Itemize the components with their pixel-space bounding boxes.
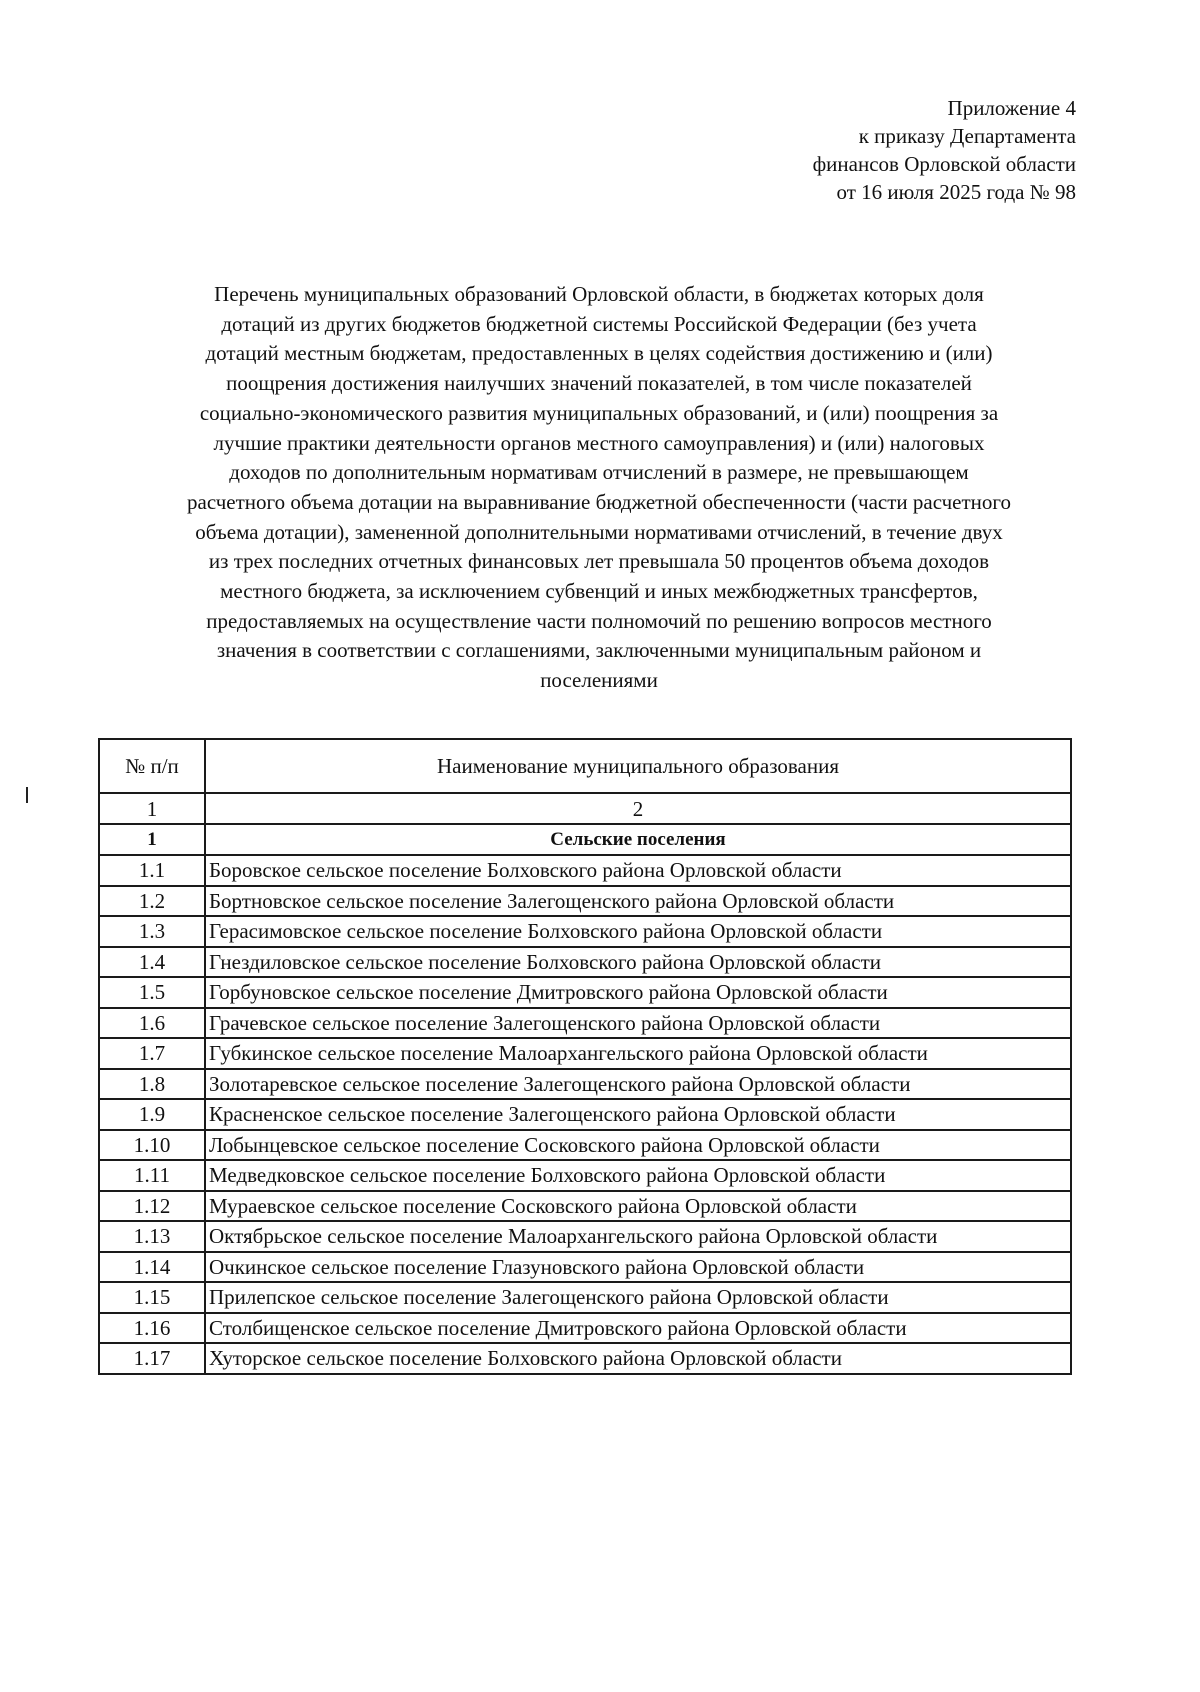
row-name: Красненское сельское поселение Залегощенского района Орловской области — [205, 1099, 1071, 1130]
row-name: Мураевское сельское поселение Сосковского района Орловской области — [205, 1191, 1071, 1222]
table-row — [99, 855, 1071, 886]
title-line: поселениями — [540, 668, 658, 693]
title-line: предоставляемых на осуществление части полномочий по решению вопросов местного — [206, 608, 992, 633]
row-num: 1.6 — [99, 1008, 205, 1039]
document-title — [104, 280, 1094, 696]
title-line: социально-экономического развития муниципальных образований, и (или) поощрения за — [199, 400, 999, 425]
municipalities-table — [98, 738, 1072, 1375]
table-row — [99, 1343, 1071, 1374]
title-line: значения в соответствии с соглашениями, заключенными муниципальным районом и — [216, 638, 982, 663]
table-row — [99, 1191, 1071, 1222]
table-row — [99, 916, 1071, 947]
table-row — [99, 977, 1071, 1008]
table-row — [99, 1069, 1071, 1100]
header-name: Наименование муниципального образования — [205, 739, 1071, 793]
row-num: 1.13 — [99, 1221, 205, 1252]
approval-line-order: к приказу Департамента — [858, 124, 1076, 148]
margin-mark — [26, 787, 28, 803]
title-line: из трех последних отчетных финансовых лет превышала 50 процентов объема доходов — [208, 549, 990, 574]
row-num: 1.8 — [99, 1069, 205, 1100]
row-name: Гнездиловское сельское поселение Болховского района Орловской области — [205, 947, 1071, 978]
title-line: объема дотации), замененной дополнительными нормативами отчислений, в течение двух — [195, 519, 1003, 544]
table-row — [99, 1099, 1071, 1130]
row-name: Губкинское сельское поселение Малоархангельского района Орловской области — [205, 1038, 1071, 1069]
row-name: Боровское сельское поселение Болховского района Орловской области — [205, 855, 1071, 886]
approval-line-appendix: Приложение 4 — [947, 96, 1076, 120]
row-name: Октябрьское сельское поселение Малоархангельского района Орловской области — [205, 1221, 1071, 1252]
table-row — [99, 1252, 1071, 1283]
row-name: Грачевское сельское поселение Залегощенского района Орловской области — [205, 1008, 1071, 1039]
approval-block — [813, 94, 1076, 206]
row-name: Бортновское сельское поселение Залегощенского района Орловской области — [205, 886, 1071, 917]
row-num: 1.15 — [99, 1282, 205, 1313]
row-name: Горбуновское сельское поселение Дмитровского района Орловской области — [205, 977, 1071, 1008]
row-name: Герасимовское сельское поселение Болховского района Орловской области — [205, 916, 1071, 947]
row-name: Лобынцевское сельское поселение Сосковского района Орловской области — [205, 1130, 1071, 1161]
row-num: 1.11 — [99, 1160, 205, 1191]
title-line: доходов по дополнительным нормативам отчислений в размере, не превышающем — [229, 460, 969, 485]
row-num: 1.4 — [99, 947, 205, 978]
table-row — [99, 1313, 1071, 1344]
row-num: 1.14 — [99, 1252, 205, 1283]
row-num: 1.17 — [99, 1343, 205, 1374]
approval-line-department: финансов Орловской области — [812, 152, 1076, 176]
table-header-row — [99, 739, 1071, 793]
row-num: 1.10 — [99, 1130, 205, 1161]
row-num: 1.3 — [99, 916, 205, 947]
table-row — [99, 1160, 1071, 1191]
row-name: Медведковское сельское поселение Болховского района Орловской области — [205, 1160, 1071, 1191]
title-line: дотаций местным бюджетам, предоставленных в целях содействия достижению и (или) — [205, 341, 993, 366]
table-row — [99, 1008, 1071, 1039]
column-index-row — [99, 793, 1071, 824]
row-num: 1.5 — [99, 977, 205, 1008]
table-row — [99, 1130, 1071, 1161]
table-row — [99, 947, 1071, 978]
row-num: 1.9 — [99, 1099, 205, 1130]
row-name: Столбищенское сельское поселение Дмитровского района Орловской области — [205, 1313, 1071, 1344]
column-index-num: 1 — [99, 793, 205, 824]
row-name: Очкинское сельское поселение Глазуновского района Орловской области — [205, 1252, 1071, 1283]
title-line: местного бюджета, за исключением субвенций и иных межбюджетных трансфертов, — [220, 579, 978, 604]
section-num: 1 — [99, 824, 205, 855]
title-line: дотаций из других бюджетов бюджетной системы Российской Федерации (без учета — [221, 311, 977, 336]
title-line: поощрения достижения наилучших значений показателей, в том числе показателей — [226, 371, 972, 396]
section-name: Сельские поселения — [205, 824, 1071, 855]
row-num: 1.2 — [99, 886, 205, 917]
row-num: 1.16 — [99, 1313, 205, 1344]
title-line: лучшие практики деятельности органов местного самоуправления) и (или) налоговых — [213, 430, 985, 455]
column-index-name: 2 — [205, 793, 1071, 824]
header-num: № п/п — [99, 739, 205, 793]
row-name: Золотаревское сельское поселение Залегощенского района Орловской области — [205, 1069, 1071, 1100]
title-line: Перечень муниципальных образований Орловской области, в бюджетах которых доля — [214, 282, 984, 306]
table-row — [99, 1221, 1071, 1252]
title-line: расчетного объема дотации на выравнивание бюджетной обеспеченности (части расчетного — [187, 489, 1011, 514]
row-num: 1.1 — [99, 855, 205, 886]
row-name: Прилепское сельское поселение Залегощенского района Орловской области — [205, 1282, 1071, 1313]
row-num: 1.7 — [99, 1038, 205, 1069]
table-row — [99, 1282, 1071, 1313]
section-row — [99, 824, 1071, 855]
approval-line-date: от 16 июля 2025 года № 98 — [836, 180, 1076, 204]
row-name: Хуторское сельское поселение Болховского района Орловской области — [205, 1343, 1071, 1374]
table-row — [99, 1038, 1071, 1069]
row-num: 1.12 — [99, 1191, 205, 1222]
table-row — [99, 886, 1071, 917]
